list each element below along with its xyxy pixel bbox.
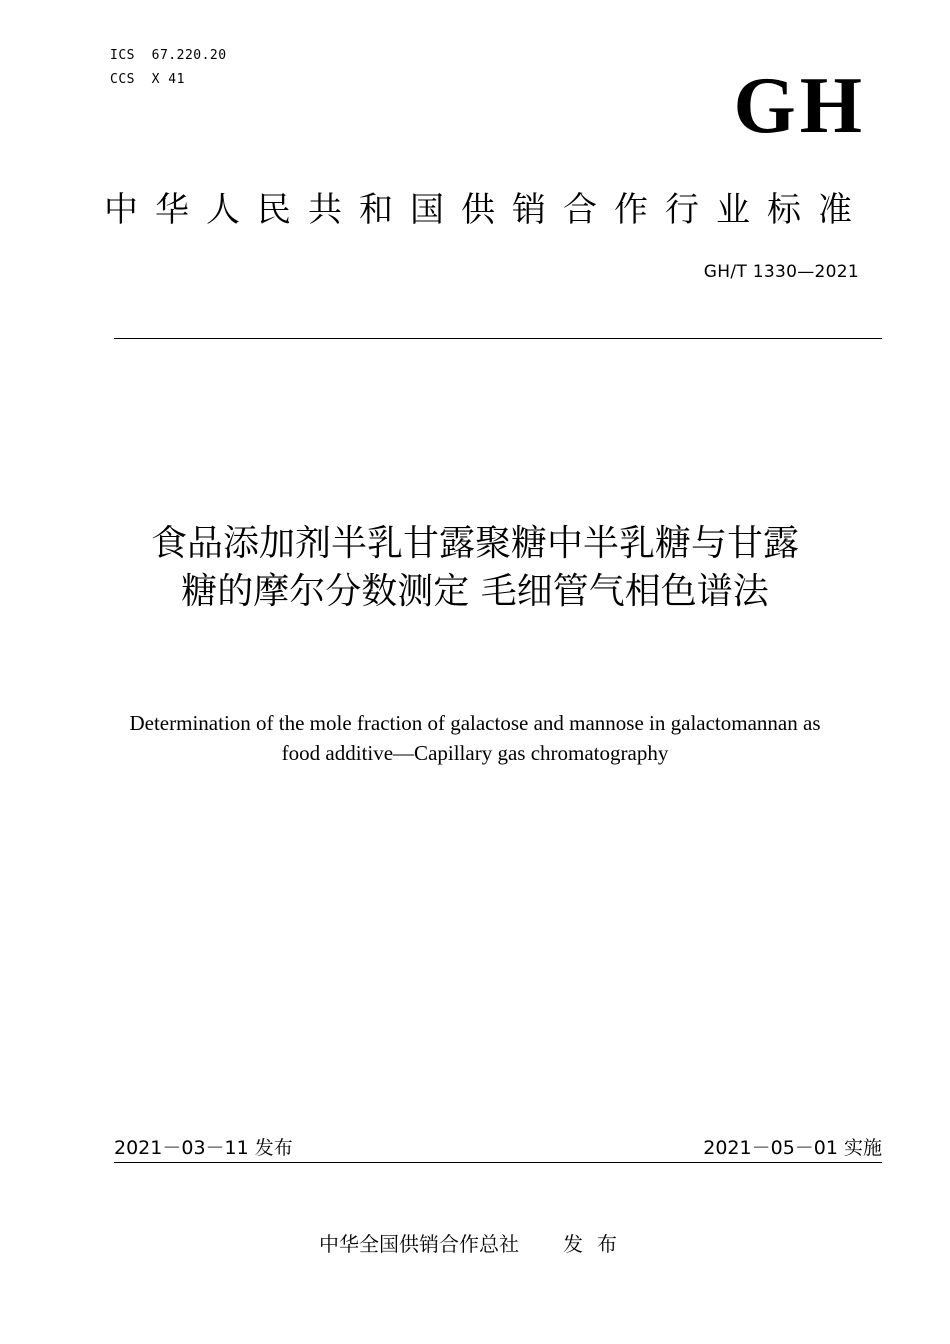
english-title-line-1: Determination of the mole fraction of galactose and mannose in galactomannan as bbox=[129, 711, 821, 735]
standard-number: GH/T 1330—2021 bbox=[703, 262, 859, 282]
chinese-title bbox=[80, 520, 870, 616]
ics-code: ICS 67.220.20 bbox=[110, 48, 227, 63]
publisher bbox=[0, 1228, 950, 1257]
english-title-line-2: food additive—Capillary gas chromatography bbox=[281, 741, 669, 765]
gh-standard-mark: GH bbox=[733, 62, 866, 150]
ccs-code: CCS X 41 bbox=[110, 72, 185, 87]
publisher-organization: 中华全国供销合作总社 bbox=[319, 1232, 519, 1256]
english-title bbox=[60, 708, 890, 768]
issue-date: 2021－03－11 发布 bbox=[114, 1137, 293, 1159]
top-divider bbox=[114, 338, 882, 339]
chinese-title-line-1: 食品添加剂半乳甘露聚糖中半乳糖与甘露 bbox=[150, 523, 799, 564]
standard-category-title: 中华人民共和国供销合作行业标准 bbox=[104, 190, 869, 230]
bottom-divider bbox=[114, 1162, 882, 1163]
implementation-date: 2021－05－01 实施 bbox=[703, 1137, 882, 1159]
publisher-label: 发布 bbox=[563, 1232, 631, 1256]
chinese-title-line-2: 糖的摩尔分数测定 毛细管气相色谱法 bbox=[181, 571, 769, 612]
